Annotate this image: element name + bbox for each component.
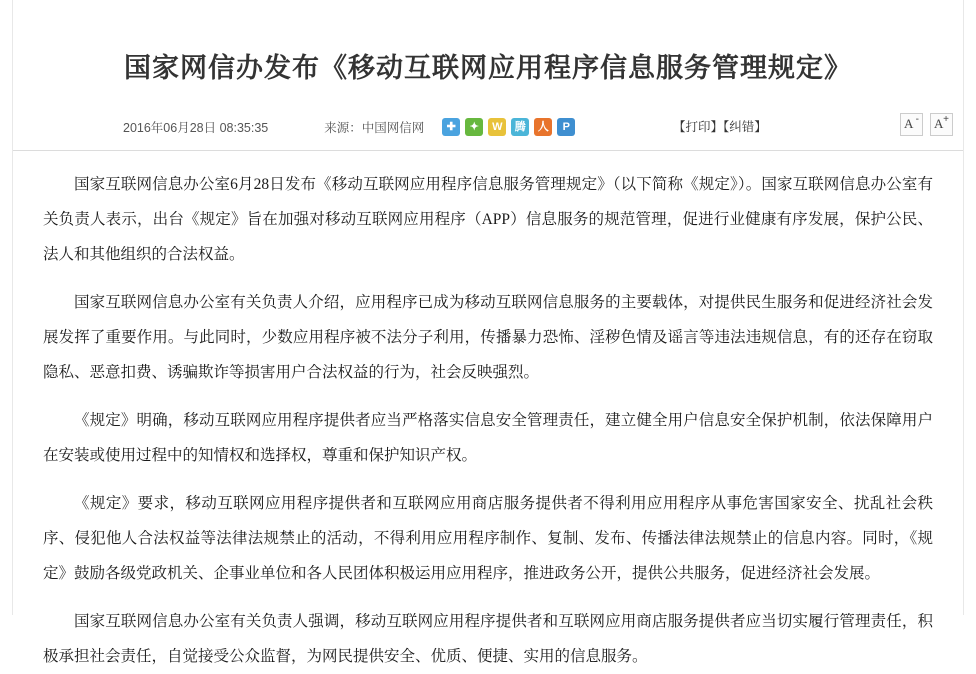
article-paragraph: 《规定》要求，移动互联网应用程序提供者和互联网应用商店服务提供者不得利用应用程序从事危害国家安全、扰乱社会秩序、侵犯他人合法权益等法律法规禁止的活动，不得利用应用程序制作、复制、发布、传播法律法规禁止的信息内容。同时，《规定》鼓励各级党政机关、企事业单位和各人民团体积极运用应用程序，推进政务公开，提供公共服务，促进经济社会发展。 xyxy=(43,495,933,583)
font-decrease-label: A xyxy=(904,116,914,132)
article-paragraph: 国家互联网信息办公室有关负责人强调，移动互联网应用程序提供者和互联网应用商店服务提供者应当切实履行管理责任，积极承担社会责任，自觉接受公众监督，为网民提供安全、优质、便捷、实用的信息服务。 xyxy=(43,613,933,666)
article-paragraph: 国家互联网信息办公室有关负责人介绍，应用程序已成为移动互联网信息服务的主要载体，对提供民生服务和促进经济社会发展发挥了重要作用。与此同时，少数应用程序被不法分子利用，传播暴力恐怖、淫秽色情及谣言等违法违规信息，有的还存在窃取隐私、恶意扣费、诱骗欺诈等损害用户合法权益的行为，社会反映强烈。 xyxy=(43,294,933,382)
article-meta-bar xyxy=(13,112,963,151)
article-paragraph: 《规定》明确，移动互联网应用程序提供者应当严格落实信息安全管理责任，建立健全用户信息安全保护机制，依法保障用户在安装或使用过程中的知情权和选择权，尊重和保护知识产权。 xyxy=(43,412,933,465)
publish-date: 2016年06月28日 08:35:35 xyxy=(123,121,269,136)
share-weixin-icon[interactable]: ✚ xyxy=(442,118,460,136)
print-button[interactable]: 【打印】 xyxy=(673,120,724,135)
share-more-icon[interactable]: P xyxy=(557,118,575,136)
font-increase-sup: + xyxy=(943,114,949,126)
share-sina-weibo-icon[interactable]: W xyxy=(488,118,506,136)
font-decrease-button[interactable] xyxy=(900,113,923,136)
share-qzone-icon[interactable]: ✦ xyxy=(465,118,483,136)
right-rule xyxy=(963,0,964,615)
share-renren-icon[interactable]: 人 xyxy=(534,118,552,136)
correction-button[interactable]: 【纠错】 xyxy=(723,120,767,135)
share-tencent-weibo-icon[interactable]: 腾 xyxy=(511,118,529,136)
source-block xyxy=(324,118,424,136)
article-container xyxy=(13,0,963,666)
article-paragraph: 国家互联网信息办公室6月28日发布《移动互联网应用程序信息服务管理规定》（以下简称《规定》）。国家互联网信息办公室有关负责人表示，出台《规定》旨在加强对移动互联网应用程序（APP）信息服务的规范管理，促进行业健康有序发展，保护公民、法人和其他组织的合法权益。 xyxy=(43,176,933,264)
page-title: 国家网信办发布《移动互联网应用程序信息服务管理规定》 xyxy=(124,53,852,84)
source-label: 来源： xyxy=(324,121,362,136)
source-link[interactable]: 中国网信网 xyxy=(361,121,425,136)
font-increase-label: A xyxy=(934,116,944,132)
font-size-controls xyxy=(900,113,953,136)
article-tools xyxy=(673,117,767,135)
font-increase-button[interactable] xyxy=(930,113,953,136)
article-body xyxy=(13,167,963,674)
font-decrease-sup: - xyxy=(915,114,919,126)
share-icon-group xyxy=(442,118,575,136)
